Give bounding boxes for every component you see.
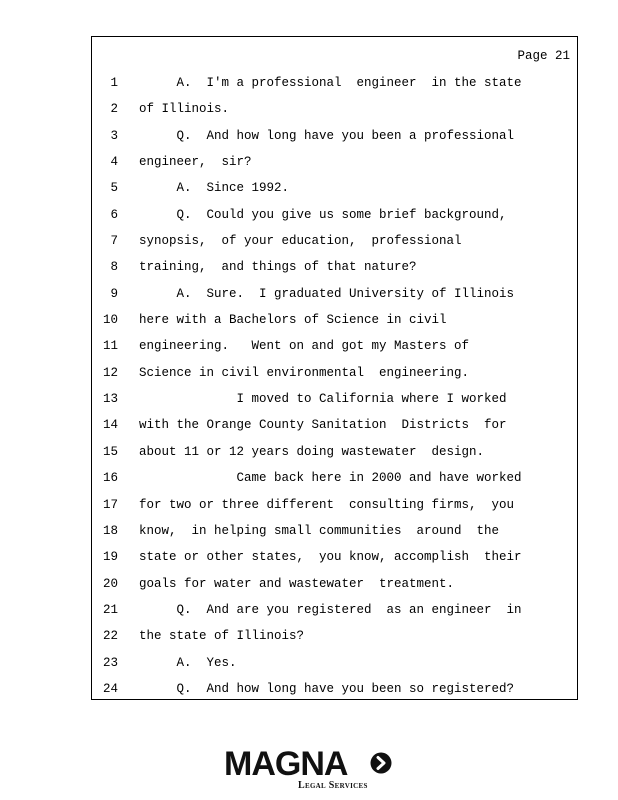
line-text: Q. And how long have you been so registered?	[139, 681, 515, 696]
line-number: 1	[110, 76, 118, 90]
transcript-line	[92, 70, 577, 96]
line-number: 20	[102, 576, 118, 591]
transcript-line	[92, 202, 577, 228]
transcript-line	[92, 228, 577, 254]
line-text: Q. Could you give us some brief background,	[139, 207, 507, 222]
line-text: engineer, sir?	[139, 155, 252, 170]
line-number: 14	[102, 418, 118, 433]
line-number: 18	[102, 523, 118, 538]
line-text: for two or three different consulting firms, you	[139, 497, 515, 512]
transcript-line	[92, 360, 577, 386]
line-number: 4	[110, 155, 118, 170]
transcript-page	[91, 36, 578, 700]
line-text: Q. And are you registered as an engineer in	[139, 602, 522, 617]
line-text: the state of Illinois?	[139, 629, 305, 644]
line-text: A. Sure. I graduated University of Illinois	[139, 286, 515, 301]
transcript-line	[92, 465, 577, 491]
circled-arrow-icon	[370, 752, 392, 774]
transcript-line	[92, 544, 577, 570]
line-text: I moved to California where I worked	[139, 392, 507, 407]
transcript-line	[92, 175, 577, 201]
line-number: 22	[102, 629, 118, 644]
line-text: engineering. Went on and got my Masters of	[139, 339, 470, 354]
line-text: A. Yes.	[139, 655, 237, 670]
transcript-line	[92, 439, 577, 465]
transcript-line	[92, 149, 577, 175]
line-number: 6	[110, 207, 118, 222]
line-number: 15	[102, 444, 118, 459]
line-number: 10	[102, 313, 118, 328]
logo-tagline: Legal Services	[298, 780, 368, 791]
line-text: Q. And how long have you been a professional	[139, 128, 515, 143]
line-text: goals for water and wastewater treatment.	[139, 576, 455, 591]
line-text: here with a Bachelors of Science in civil	[139, 313, 447, 328]
line-text: synopsis, of your education, professional	[139, 234, 462, 249]
line-text: training, and things of that nature?	[139, 260, 417, 275]
transcript-line	[92, 412, 577, 438]
line-text: A. Since 1992.	[139, 181, 290, 196]
transcript-line	[92, 333, 577, 359]
line-number: 3	[110, 128, 118, 143]
transcript-line	[92, 623, 577, 649]
line-number: 23	[102, 655, 118, 670]
line-number: 12	[102, 365, 118, 380]
page-number: Page 21	[517, 49, 570, 63]
transcript-line	[92, 307, 577, 333]
line-text: Came back here in 2000 and have worked	[139, 471, 522, 486]
line-text: A. I'm a professional engineer in the state	[139, 76, 522, 90]
line-text: of Illinois.	[139, 102, 230, 117]
transcript-line	[92, 123, 577, 149]
transcript-line	[92, 597, 577, 623]
transcript-line	[92, 254, 577, 280]
transcript-lines	[92, 70, 577, 702]
magna-logo	[224, 746, 396, 792]
transcript-line	[92, 571, 577, 597]
line-number: 7	[110, 234, 118, 249]
line-text: about 11 or 12 years doing wastewater design.	[139, 444, 485, 459]
transcript-line	[92, 386, 577, 412]
line-number: 5	[110, 181, 118, 196]
line-text: state or other states, you know, accomplish their	[139, 550, 522, 565]
line-number: 24	[102, 681, 118, 696]
line-text: with the Orange County Sanitation Districts for	[139, 418, 507, 433]
line-number: 11	[102, 339, 118, 354]
transcript-line	[92, 96, 577, 122]
transcript-line	[92, 281, 577, 307]
line-number: 8	[110, 260, 118, 275]
transcript-line	[92, 676, 577, 702]
line-number: 16	[102, 471, 118, 486]
line-number: 21	[102, 602, 118, 617]
line-number: 9	[110, 286, 118, 301]
line-number: 2	[110, 102, 118, 117]
transcript-line	[92, 650, 577, 676]
transcript-line	[92, 492, 577, 518]
line-text: know, in helping small communities around the	[139, 523, 500, 538]
transcript-line	[92, 518, 577, 544]
line-number: 13	[102, 392, 118, 407]
line-text: Science in civil environmental engineering.	[139, 365, 470, 380]
line-number: 19	[102, 550, 118, 565]
logo-wordmark: MAGNA	[224, 745, 348, 783]
line-number: 17	[102, 497, 118, 512]
